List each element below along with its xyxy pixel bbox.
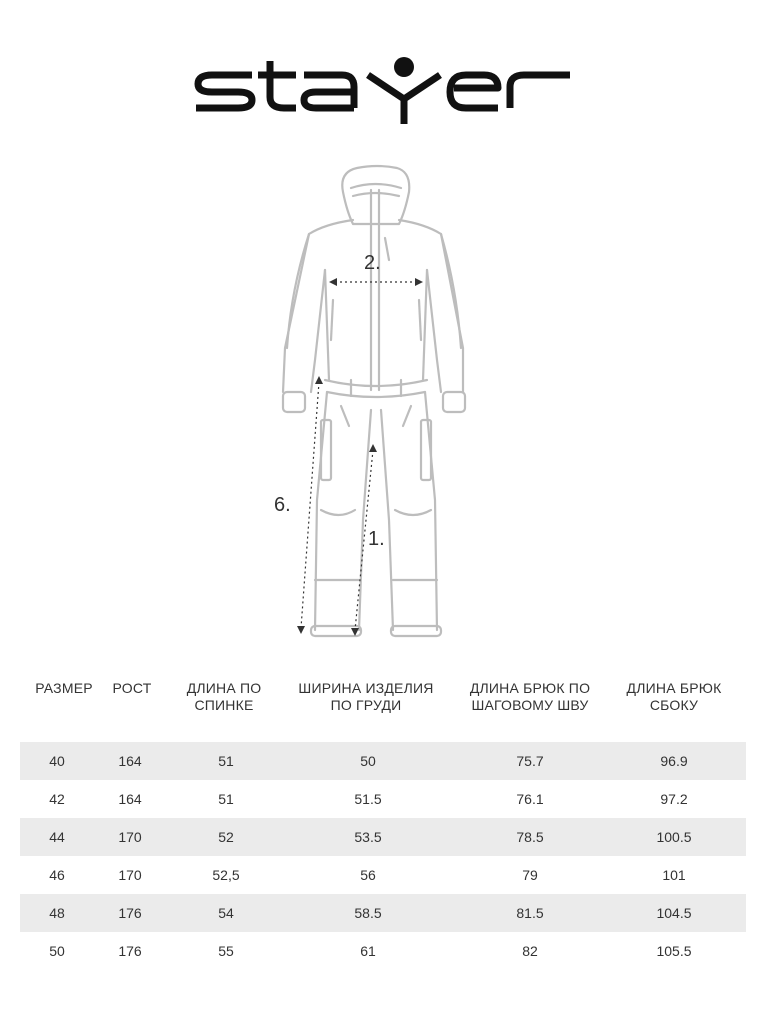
inseam-length-cell: 76.1: [516, 791, 544, 807]
inseam-length-cell: 82: [522, 943, 538, 959]
height-cell: 170: [118, 867, 142, 883]
size-cell: 48: [49, 905, 65, 921]
column-header-line: СБОКУ: [649, 697, 699, 713]
back-length-cell: 52,5: [212, 867, 240, 883]
column-header-line: РАЗМЕР: [35, 680, 93, 696]
table-row: [20, 818, 746, 856]
column-header-line: ПО ГРУДИ: [330, 697, 402, 713]
column-header-height: [92, 680, 172, 697]
column-header-chest-width: [284, 680, 448, 714]
column-header-line: РОСТ: [112, 680, 152, 696]
chest-width-cell: 50: [360, 753, 376, 769]
table-row: [20, 932, 746, 970]
column-header-line: СПИНКЕ: [194, 697, 254, 713]
back-length-cell: 51: [218, 791, 234, 807]
table-body: [20, 742, 746, 970]
column-header-side-length: [612, 680, 736, 714]
size-cell: 42: [49, 791, 65, 807]
size-cell: 50: [49, 943, 65, 959]
side-length-cell: 96.9: [660, 753, 688, 769]
table-header-row: [20, 680, 746, 742]
column-header-line: ШИРИНА ИЗДЕЛИЯ: [298, 680, 434, 696]
column-header-line: ДЛИНА БРЮК ПО: [469, 680, 591, 696]
column-header-back-length: [166, 680, 282, 714]
measure-label-chest: 2.: [364, 252, 381, 274]
side-length-cell: 105.5: [656, 943, 692, 959]
jumpsuit-illustration: [255, 160, 495, 650]
side-length-cell: 100.5: [656, 829, 692, 845]
stayer-logo: [192, 55, 576, 127]
chest-width-cell: 53.5: [354, 829, 382, 845]
table-row: [20, 780, 746, 818]
chest-width-cell: 56: [360, 867, 376, 883]
table-row: [20, 894, 746, 932]
chest-width-cell: 58.5: [354, 905, 382, 921]
inseam-length-cell: 78.5: [516, 829, 544, 845]
height-cell: 164: [118, 791, 142, 807]
height-cell: 176: [118, 943, 142, 959]
size-cell: 40: [49, 753, 65, 769]
back-length-cell: 51: [218, 753, 234, 769]
table-row: [20, 742, 746, 780]
column-header-line: ДЛИНА ПО: [186, 680, 262, 696]
side-length-cell: 97.2: [660, 791, 688, 807]
chest-width-cell: 61: [360, 943, 376, 959]
height-cell: 170: [118, 829, 142, 845]
table-row: [20, 856, 746, 894]
back-length-cell: 52: [218, 829, 234, 845]
inseam-length-cell: 81.5: [516, 905, 544, 921]
side-length-cell: 101: [662, 867, 686, 883]
column-header-line: ДЛИНА БРЮК: [626, 680, 722, 696]
inseam-length-cell: 79: [522, 867, 538, 883]
column-header-inseam-length: [456, 680, 604, 714]
size-chart-table: [20, 680, 746, 959]
back-length-cell: 55: [218, 943, 234, 959]
chest-width-cell: 51.5: [354, 791, 382, 807]
column-header-line: ШАГОВОМУ ШВУ: [471, 697, 589, 713]
measure-label-inseam: 1.: [368, 528, 385, 550]
size-cell: 44: [49, 829, 65, 845]
height-cell: 164: [118, 753, 142, 769]
height-cell: 176: [118, 905, 142, 921]
measure-label-side: 6.: [274, 494, 291, 516]
back-length-cell: 54: [218, 905, 234, 921]
size-cell: 46: [49, 867, 65, 883]
inseam-length-cell: 75.7: [516, 753, 544, 769]
side-length-cell: 104.5: [656, 905, 692, 921]
